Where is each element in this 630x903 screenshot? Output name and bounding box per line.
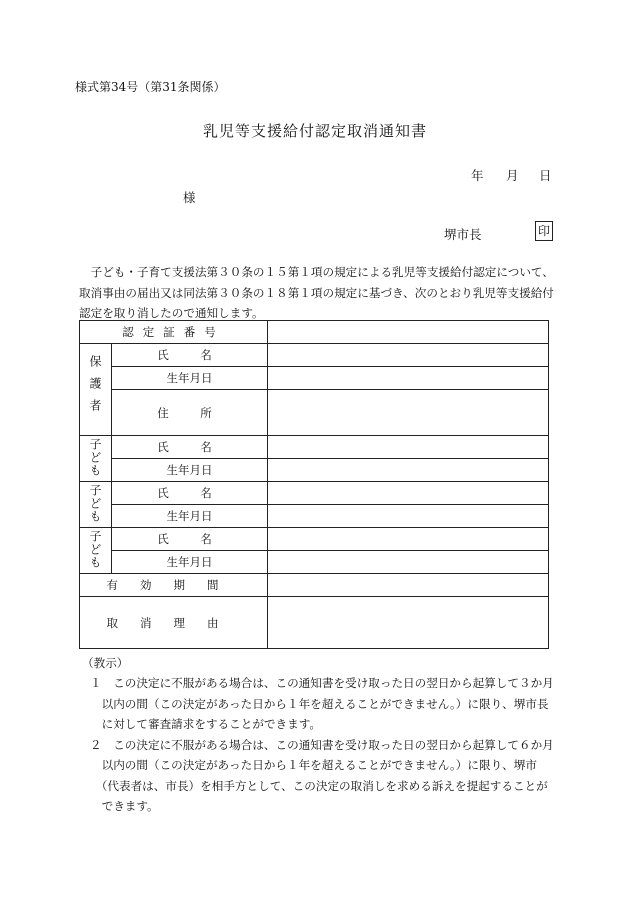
child3-label-cell [80, 528, 112, 574]
reason-value[interactable] [268, 597, 549, 649]
instruction-item2-line: （代表者は、市長）を相手方として、この決定の取消しを求める訴えを提起することが [90, 778, 548, 793]
seal-mark: 印 [535, 221, 553, 241]
body-text [79, 262, 554, 324]
child2-label: 子ども [88, 483, 102, 523]
child2-label-cell [80, 482, 112, 528]
child1-birthdate-value[interactable] [268, 459, 549, 482]
date-year-label: 年 [471, 168, 484, 183]
guardian-address-value[interactable] [268, 390, 549, 436]
child3-name-value[interactable] [268, 528, 549, 551]
date-month-label: 月 [506, 168, 519, 183]
validity-value[interactable] [268, 574, 549, 597]
date-day-label: 日 [539, 168, 552, 183]
reason-label: 取消理由 [80, 597, 268, 649]
cert-number-value[interactable] [268, 321, 549, 344]
child3-birthdate-label: 生年月日 [112, 551, 268, 574]
guardian-name-label: 氏 名 [112, 344, 268, 367]
issuer-name: 堺市長 [444, 227, 482, 242]
guardian-address-label: 住 所 [112, 390, 268, 436]
child1-label: 子ども [88, 437, 102, 477]
instruction-item2-line: できます。 [90, 799, 159, 813]
child2-birthdate-label: 生年月日 [112, 505, 268, 528]
guardian-label: 保護者 [88, 355, 102, 421]
validity-label: 有効期間 [80, 574, 268, 597]
instruction-notes [90, 673, 554, 817]
instruction-item2-line: ２ この決定に不服がある場合は、この通知書を受け取った日の翌日から起算して６か月 [90, 737, 554, 752]
guardian-label-cell [80, 344, 112, 436]
guardian-birthdate-label: 生年月日 [112, 367, 268, 390]
guardian-birthdate-value[interactable] [268, 367, 549, 390]
child3-name-label: 氏 名 [112, 528, 268, 551]
child3-label: 子ども [88, 529, 102, 569]
instruction-item2-line: 以内の間（この決定があった日から１年を超えることができません。）に限り、堺市 [90, 758, 537, 772]
certification-table [79, 320, 549, 649]
child2-birthdate-value[interactable] [268, 505, 549, 528]
instruction-item1-line: １ この決定に不服がある場合は、この通知書を受け取った日の翌日から起算して３か月 [90, 676, 554, 690]
body-line: 子ども・子育て支援法第３０条の１５第１項の規定による乳児等支援給付認定について、 [79, 265, 554, 279]
child1-name-label: 氏 名 [112, 436, 268, 459]
body-line: 取消事由の届出又は同法第３０条の１８第１項の規定に基づき、次のとおり乳児等支援給付 [79, 285, 554, 300]
instruction-label: （教示） [82, 656, 129, 670]
addressee-suffix: 様 [183, 190, 196, 205]
child1-birthdate-label: 生年月日 [112, 459, 268, 482]
form-number: 様式第34号（第31条関係） [75, 80, 226, 94]
instruction-item1-line: 以内の間（この決定があった日から１年を超えることができません。）に限り、堺市長 [90, 696, 549, 711]
child2-name-value[interactable] [268, 482, 549, 505]
child1-name-value[interactable] [268, 436, 549, 459]
instruction-item1-line: に対して審査請求をすることができます。 [90, 717, 321, 731]
guardian-name-value[interactable] [268, 344, 549, 367]
cert-number-label: 認定証番号 [80, 321, 268, 344]
child2-name-label: 氏 名 [112, 482, 268, 505]
body-line: 認定を取り消したので通知します。 [79, 306, 264, 320]
child3-birthdate-value[interactable] [268, 551, 549, 574]
document-title: 乳児等支援給付認定取消通知書 [202, 122, 427, 140]
child1-label-cell [80, 436, 112, 482]
